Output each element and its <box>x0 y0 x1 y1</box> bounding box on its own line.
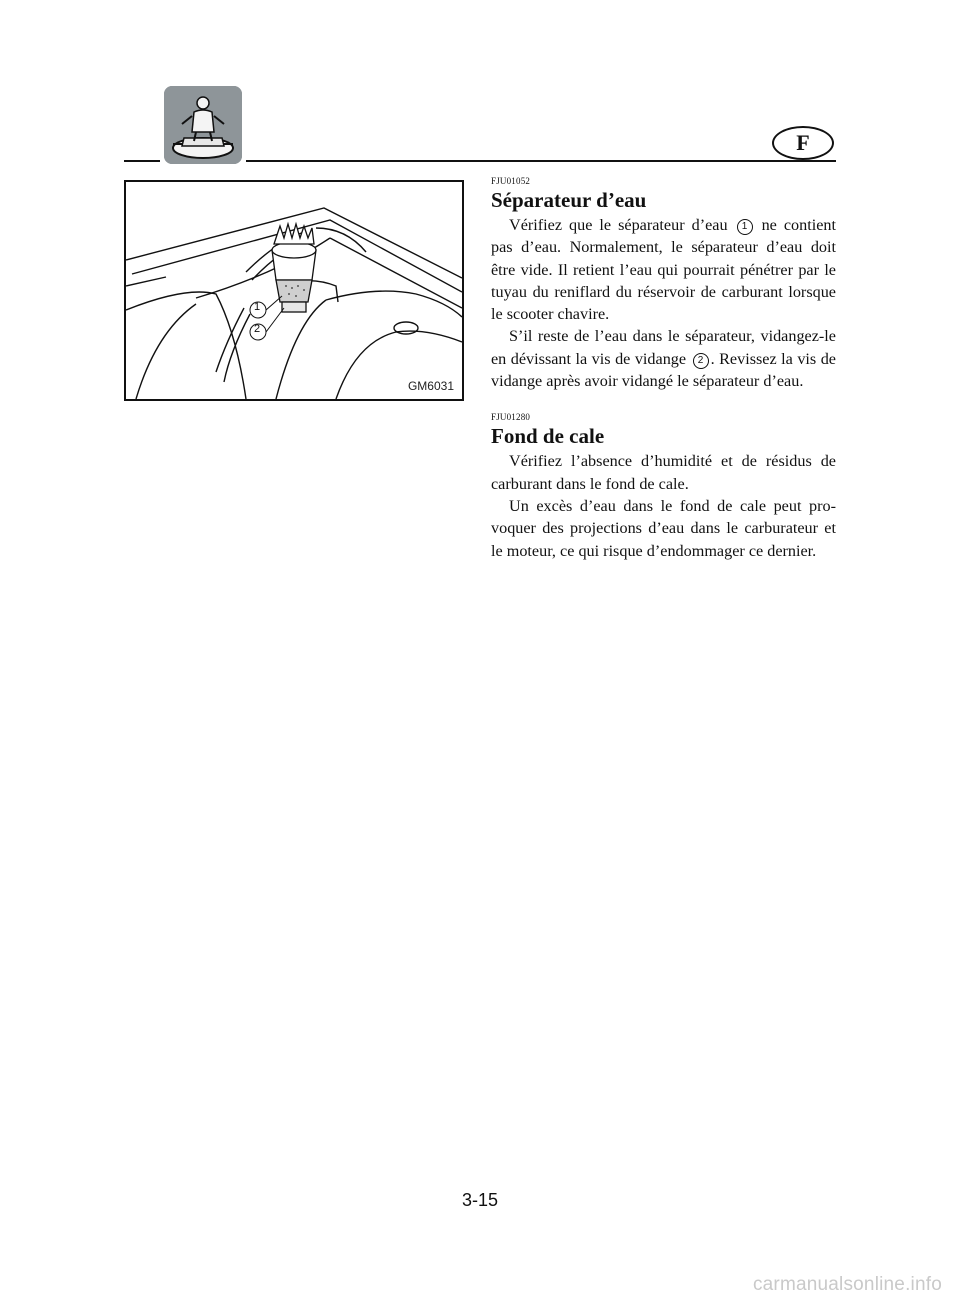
section-title: Fond de cale <box>491 424 605 449</box>
paragraph-text: Vérifiez que le séparateur d’eau <box>509 216 735 234</box>
callout-label-2: 2 <box>254 323 261 335</box>
paragraph-text: S’il reste de l’eau dans le séparateur, vidangez-le en dévissant la vis de vidange <box>491 327 836 368</box>
paragraph: Vérifiez l’absence d’humidité et de résidus de carburant dans le fond de cale. <box>491 452 836 493</box>
section-code: FJU01280 <box>491 412 531 423</box>
text-column <box>491 176 836 562</box>
personal-watercraft-rider-icon <box>164 86 242 164</box>
paragraph: Un excès d’eau dans le fond de cale peut provoquer des projections d’eau dans le carburateur et le moteur, ce qui risque d’endommager ce dernier. <box>491 496 836 560</box>
watermark: carmanualsonline.info <box>752 1274 942 1295</box>
header-rule-right <box>246 160 836 162</box>
figure-code: GM6031 <box>407 379 454 393</box>
header-rule-left <box>124 160 160 162</box>
section-title: Séparateur d’eau <box>491 188 647 212</box>
water-separator-illustration <box>124 180 464 401</box>
paragraph <box>491 214 836 325</box>
callout-reference-1: 1 <box>737 219 753 235</box>
paragraph <box>491 325 836 392</box>
paragraph-text: . Revissez la vis de vidange après avoir vidangé le séparateur d’eau. <box>491 349 836 391</box>
callout-label-1: 1 <box>254 301 261 313</box>
paragraph-text: ne contient pas d’eau. Normalement, le séparateur d’eau doit être vide. Il retient l’eau qui pourrait pénétrer par le tuyau du reniflard du réservoir de carburant lorsque le scooter chavire. <box>491 216 836 324</box>
page-number: 3-15 <box>461 1190 499 1210</box>
language-tag: F <box>772 126 834 160</box>
section-code: FJU01052 <box>491 176 531 186</box>
callout-reference-2: 2 <box>693 353 709 369</box>
